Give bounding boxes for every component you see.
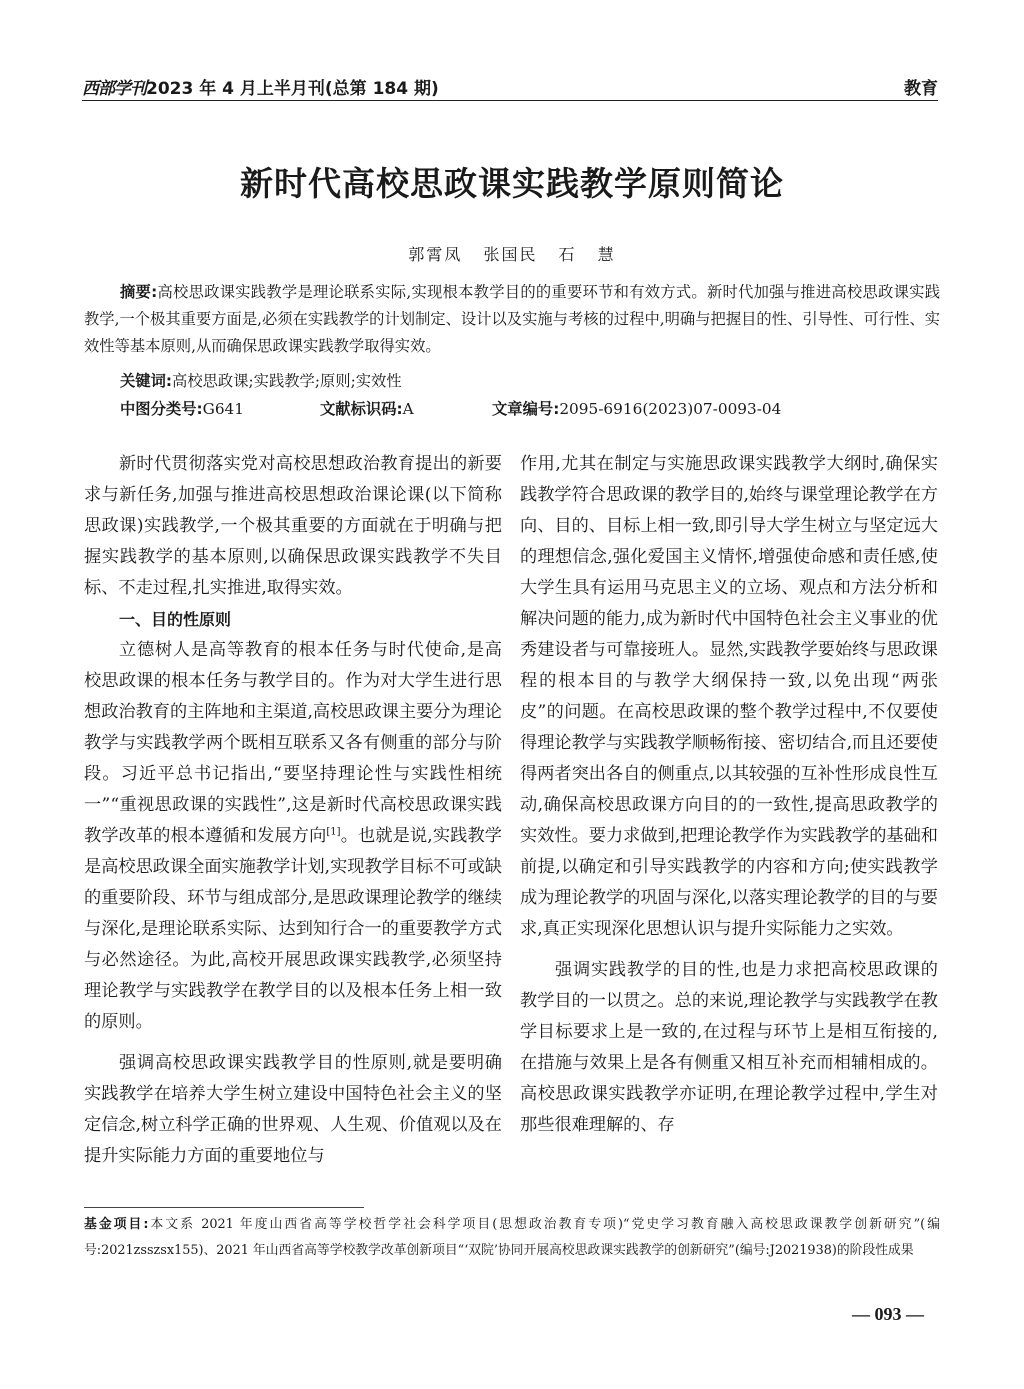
keywords	[120, 369, 402, 391]
funding-label: 基金项目:	[84, 1217, 149, 1232]
header-left	[82, 74, 439, 99]
funding-text: 本文系 2021 年度山西省高等学校哲学社会科学项目(思想政治教育专项)“党史学习教育融入高校思政课教学创新研究”(编号:2021zsszsx155)、2021 年山西省高等学校教学改革创新项目“‘双院’协同开展高校思政课实践教学的创新研究”(编号:J2021938)的阶段性成果	[84, 1217, 940, 1258]
keywords-text: 高校思政课;实践教学;原则;实效性	[172, 372, 402, 390]
issue-info: 2023 年 4 月上半月刊(总第 184 期)	[146, 79, 439, 99]
paragraph: 作用,尤其在制定与实施思政课实践教学大纲时,确保实践教学符合思政课的教学目的,始终与课堂理论教学在方向、目的、目标上相一致,即引导大学生树立与坚定远大的理想信念,强化爱国主义情怀,增强使命感和责任感,使大学生具有运用马克思主义的立场、观点和方法分析和解决问题的能力,成为新时代中国特色社会主义事业的优秀建设者与可靠接班人。显然,实践教学要始终与思政课程的根本目的与教学大纲保持一致,以免出现“两张皮”的问题。在高校思政课的整个教学过程中,不仅要使得理论教学与实践教学顺畅衔接、密切结合,而且还要使得两者突出各自的侧重点,以其较强的互补性形成良性互动,确保高校思政课方向目的的一致性,提高思政教学的实效性。要力求做到,把理论教学作为实践教学的基础和前提,以确定和引导实践教学的内容和方向;使实践教学成为理论教学的巩固与深化,以落实理论教学的目的与要求,真正实现深化思想认识与提升实际能力之实效。	[520, 454, 938, 939]
running-header	[82, 70, 938, 101]
paragraph-text: 立德树人是高等教育的根本任务与时代使命,是高校思政课的根本任务与教学目的。作为对大学生进行思想政治教育的主阵地和主渠道,高校思政课主要分为理论教学与实践教学两个既相互联系又各有侧重的部分与阶段。习近平总书记指出,“要坚持理论性与实践性相统一”“重视思政课的实践性”,这是新时代高校思政课实践教学改革的根本遵循和发展方向	[84, 640, 502, 846]
abstract-text: 高校思政课实践教学是理论联系实际,实现根本教学目的的重要环节和有效方式。新时代加强与推进高校思政课实践教学,一个极其重要方面是,必须在实践教学的计划制定、设计以及实施与考核的过程中,明确与把握目的性、引导性、可行性、实效性等基本原则,从而确保思政课实践教学取得实效。	[84, 283, 940, 355]
paragraph	[84, 635, 502, 1038]
paragraph: 强调高校思政课实践教学目的性原则,就是要明确实践教学在培养大学生树立建设中国特色社会主义的坚定信念,树立科学正确的世界观、人生观、价值观以及在提升实际能力方面的重要地位与	[84, 1053, 502, 1166]
citation-ref[interactable]: [1]	[326, 826, 341, 838]
article-number-label: 文章编号:	[492, 400, 560, 418]
doc-code-value: A	[402, 400, 414, 418]
abstract	[84, 279, 940, 360]
doc-code-label: 文献标识码:	[320, 400, 403, 418]
footnote-divider	[84, 1207, 364, 1208]
body-right-column	[520, 449, 938, 1141]
paragraph: 新时代贯彻落实党对高校思想政治教育提出的新要求与新任务,加强与推进高校思想政治课论课(以下简称思政课)实践教学,一个极其重要的方面就在于明确与把握实践教学的基本原则,以确保思政课实践教学不失目标、不走过程,扎实推进,取得实效。	[84, 454, 502, 598]
article-number-item	[492, 397, 781, 419]
journal-logo: 西部学刊	[82, 79, 146, 99]
authors: 郭霄凤 张国民 石 慧	[408, 245, 616, 264]
doc-code-item	[320, 397, 492, 419]
classification-line	[120, 397, 940, 419]
keywords-label: 关键词:	[120, 372, 173, 390]
section-name: 教育	[904, 79, 938, 99]
paragraph: 强调实践教学的目的性,也是力求把高校思政课的教学目的一以贯之。总的来说,理论教学与实践教学在教学目标要求上是一致的,在过程与环节上是相互衔接的,在措施与效果上是各有侧重又相互补充而相辅相成的。高校思政课实践教学亦证明,在理论教学过程中,学生对那些很难理解的、存	[520, 960, 938, 1135]
article-number-value: 2095-6916(2023)07-0093-04	[559, 400, 782, 418]
page-number: — 093 —	[852, 1304, 924, 1324]
funding-note	[84, 1212, 940, 1264]
abstract-label: 摘要:	[120, 283, 158, 301]
paragraph-text: 。也就是说,实践教学是高校思政课全面实施教学计划,实现教学目标不可或缺的重要阶段、环节与组成部分,是思政课理论教学的继续与深化,是理论联系实际、达到知行合一的重要教学方式与必然途径。为此,高校开展思政课实践教学,必须坚持理论教学与实践教学在教学目的以及根本任务上相一致的原则。	[84, 826, 502, 1032]
clc-value: G641	[202, 400, 245, 418]
clc-item	[120, 397, 320, 419]
clc-label: 中图分类号:	[120, 400, 203, 418]
body-left-column	[84, 449, 502, 1172]
section-heading: 一、目的性原则	[119, 610, 232, 629]
article-title: 新时代高校思政课实践教学原则简论	[240, 164, 784, 203]
